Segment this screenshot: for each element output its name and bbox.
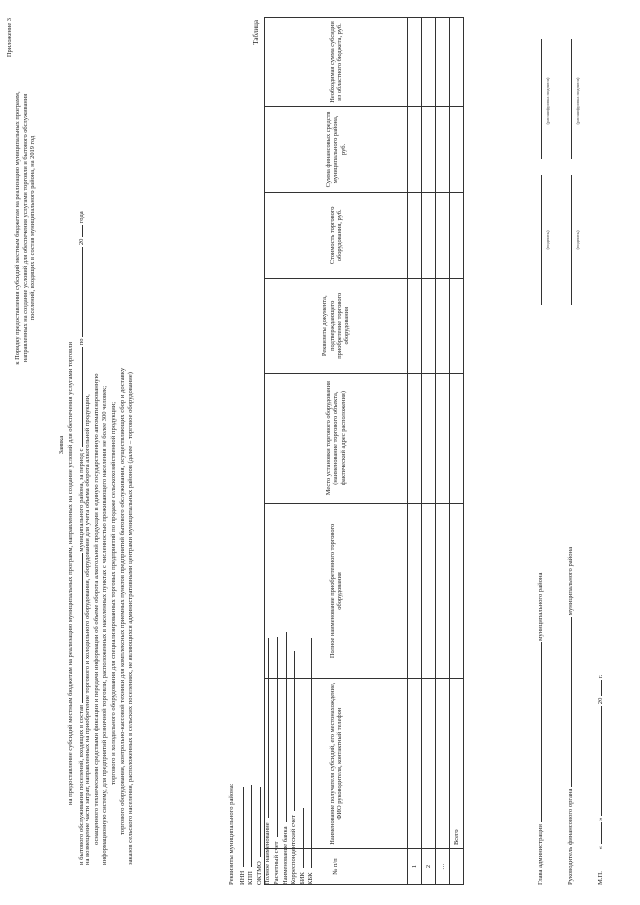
signature-decode-field[interactable] [535, 39, 542, 159]
appendix-line: поселений, входящих в состав муниципального района, на 2019 год [29, 135, 37, 321]
subsidy-table [264, 17, 464, 885]
body-line: оснащенного техническими средствами фиксации и передачи информации об объеме оборота алкогольной продукции в единую государственную автоматизированную [92, 373, 100, 845]
table-cell[interactable] [436, 679, 450, 849]
col-header: Стоимость торгового оборудования, руб. [265, 192, 408, 278]
body-line [76, 15, 85, 865]
body-line: информационную систему, для предприятий розничной торговли, расположенных в населенных пунктах с численностью проживающего населения не более 300 человек; [101, 385, 109, 865]
period-end-blank[interactable] [76, 247, 83, 337]
appendix-block [6, 18, 36, 438]
year-prefix: 20 [597, 697, 604, 705]
requisite-label: Полное наименование [264, 822, 272, 885]
table-cell[interactable] [450, 106, 464, 192]
requisites-heading: Реквизиты муниципального района: [228, 783, 235, 885]
head-signature-block [535, 39, 545, 305]
table-cell[interactable] [450, 278, 464, 373]
signature-decode-field[interactable] [565, 39, 572, 159]
requisite-row [237, 632, 246, 885]
col-header: Реквизиты документа, подтверждающего приобретение торгового оборудования [265, 278, 408, 373]
table-header-row [265, 18, 408, 885]
table-cell[interactable] [408, 679, 422, 849]
col-header: № п/п [265, 849, 408, 885]
requisite-label: ОКТМО [255, 861, 263, 885]
requisite-label: КБК [307, 872, 315, 885]
body-text: года [77, 211, 85, 224]
table-cell[interactable] [422, 679, 436, 849]
requisite-field[interactable] [245, 785, 252, 867]
body-line: торгового и холодильного оборудования для специализированных торговых предприятий по продаже сельскохозяйственной продукции; [109, 401, 117, 785]
month-field[interactable] [595, 706, 602, 816]
col-header: Полное наименование приобретенного торгового оборудования [265, 503, 408, 679]
body-line: на возмещение части затрат, направленных на приобретение торгового и холодильного оборудования, оборудования для учета объема оборота алкогольной продукции, [84, 394, 92, 865]
table-cell[interactable] [408, 106, 422, 192]
stamp-label: М.П. [597, 871, 604, 885]
col-header: Сумма финансовых средств муниципального района, руб. [265, 106, 408, 192]
requisite-field[interactable] [237, 787, 244, 867]
period-start-blank[interactable] [76, 347, 83, 447]
table-cell[interactable] [436, 278, 450, 373]
requisite-label: БИК [298, 872, 306, 885]
year-suffix: г. [597, 674, 604, 679]
table-cell[interactable] [450, 503, 464, 679]
year-field[interactable] [595, 680, 602, 696]
requisite-label: ИНН [238, 870, 246, 885]
table-cell[interactable] [422, 373, 436, 503]
decode-caption: (расшифровка подписи) [575, 77, 580, 125]
table-cell[interactable] [408, 192, 422, 278]
signature-caption: (подпись) [545, 230, 550, 250]
table-cell[interactable] [450, 192, 464, 278]
decode-caption: (расшифровка подписи) [545, 77, 550, 125]
table-cell[interactable] [422, 106, 436, 192]
district-suffix: муниципального района [567, 546, 574, 616]
table-cell[interactable] [436, 18, 450, 107]
table-cell[interactable] [450, 18, 464, 107]
signature-field[interactable] [535, 175, 542, 305]
col-header: Место установки торгового оборудования (наименование торгового объекта, фактический адрес расположения) [265, 373, 408, 503]
col-header: Наименование получателя субсидий, его местонахождение, ФИО руководителя, контактный телефон [265, 679, 408, 849]
requisite-label: Корреспондентский счет [290, 815, 298, 885]
year-blank[interactable] [76, 225, 83, 237]
requisite-row [254, 632, 263, 885]
table-cell [450, 849, 464, 885]
appendix-line: к Порядку предоставления субсидий местным бюджетам на реализацию муниципальных программ, [14, 91, 22, 365]
requisite-label: КПП [247, 871, 255, 885]
head-admin-label: Глава администрации [537, 824, 544, 885]
table-cell[interactable] [422, 192, 436, 278]
body-line: на предоставление субсидий местным бюджетам на реализацию муниципальных программ, направленных на создание условий для обеспечения услугами торговли [67, 341, 74, 805]
requisite-field[interactable] [254, 787, 261, 857]
district-name-field[interactable] [535, 642, 542, 822]
fin-signature-block [565, 39, 575, 305]
fin-head-label: Руководитель финансового органа [567, 788, 574, 885]
day-field[interactable] [595, 822, 602, 844]
table-cell[interactable] [408, 18, 422, 107]
body-text: 20 [77, 238, 85, 246]
signature-caption: (подпись) [575, 230, 580, 250]
document-title: Заявка [58, 435, 65, 455]
date-open-quote: « [597, 846, 604, 850]
table-total-row [450, 18, 464, 885]
table-cell[interactable] [422, 278, 436, 373]
total-label: Всего [450, 679, 464, 849]
head-admin-line [535, 573, 545, 885]
table-label: Таблица [252, 20, 260, 45]
table-cell[interactable] [450, 373, 464, 503]
table-cell: 1 [408, 849, 422, 885]
table-cell: … [436, 849, 450, 885]
fin-head-line [565, 547, 575, 885]
requisite-label: Наименование банка [281, 826, 289, 885]
date-close-quote: » [597, 817, 604, 821]
appendix-line: направленных на создание условий для обеспечения услугами торговли и бытового обслуживания [21, 93, 29, 363]
table-cell[interactable] [422, 503, 436, 679]
table-cell[interactable] [408, 278, 422, 373]
table-cell[interactable] [436, 503, 450, 679]
table-row [422, 18, 436, 885]
table-cell[interactable] [436, 106, 450, 192]
district-name-field[interactable] [565, 617, 572, 787]
requisite-row [245, 632, 254, 885]
table-cell[interactable] [422, 18, 436, 107]
signature-field[interactable] [565, 175, 572, 305]
table-row [436, 18, 450, 885]
district-blank[interactable] [76, 553, 83, 703]
body-text: и бытового обслуживания поселений, входящих в состав [77, 704, 85, 865]
district-suffix: муниципального района [537, 572, 544, 641]
requisite-label: Расчетный счет [272, 841, 280, 885]
body-line: заказов сельского населения, расположенных в сельских поселениях, не являющихся административными центрами муниципальных районов (далее – торговое оборудование) [127, 372, 135, 865]
appendix-heading: Приложение 3 [6, 18, 13, 58]
date-line [595, 675, 605, 885]
body-line: торгового оборудования, контрольно-кассовой техники для комплексных приемных пунктов предприятий бытового обслуживания, осуществляющих сбор и доставку [118, 367, 126, 835]
body-text: по [77, 338, 85, 346]
table-cell[interactable] [408, 503, 422, 679]
table-row [408, 18, 422, 885]
col-header: Необходимая сумма субсидии из областного бюджета, руб. [265, 18, 408, 107]
body-text: муниципального района, за период с [77, 448, 85, 552]
table-cell[interactable] [436, 192, 450, 278]
table-cell[interactable] [436, 373, 450, 503]
table-cell: 2 [422, 849, 436, 885]
table-cell[interactable] [408, 373, 422, 503]
request-body [67, 15, 136, 865]
